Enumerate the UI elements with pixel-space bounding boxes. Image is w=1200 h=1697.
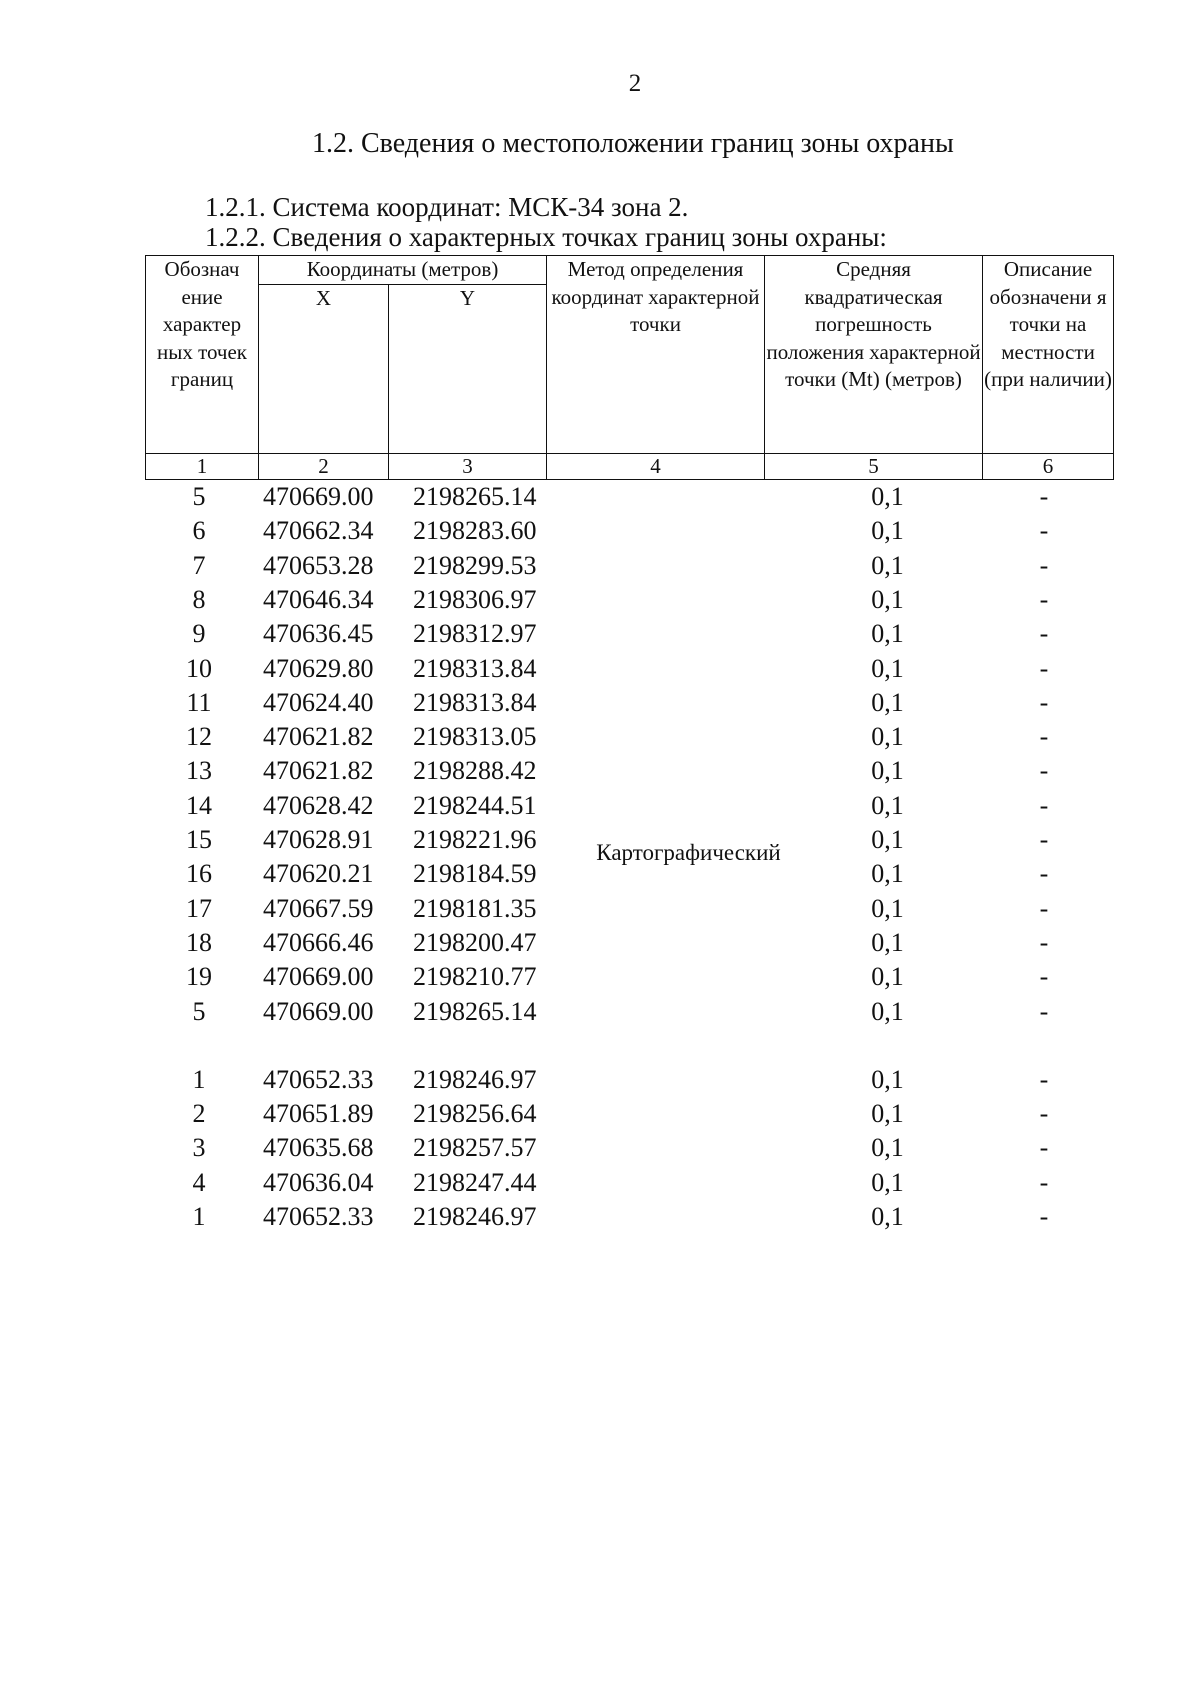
table-row <box>145 754 1113 788</box>
description-value: - <box>1039 1064 1049 1094</box>
y-coordinate: 2198221.96 <box>413 825 537 854</box>
point-number: 3 <box>192 1133 206 1163</box>
table-row <box>145 480 1113 514</box>
x-coordinate: 470628.91 <box>263 825 374 854</box>
description-value: - <box>1039 790 1049 820</box>
column-number: 6 <box>983 453 1114 479</box>
description-value: - <box>1039 756 1049 786</box>
y-coordinate: 2198312.97 <box>413 619 537 649</box>
mean-error-value: 0,1 <box>871 550 904 580</box>
x-coordinate: 470646.34 <box>263 584 374 614</box>
column-number: 1 <box>146 453 259 479</box>
mean-error-value: 0,1 <box>871 962 904 992</box>
description-value: - <box>1039 859 1049 889</box>
column-number: 4 <box>547 453 765 479</box>
table-row <box>145 995 1113 1029</box>
mean-error-value: 0,1 <box>871 584 904 614</box>
table-row <box>145 1200 1113 1234</box>
page-number: 2 <box>628 70 642 97</box>
point-number: 8 <box>192 584 206 614</box>
table-row <box>145 514 1113 548</box>
point-number: 11 <box>186 687 212 717</box>
table-row <box>145 960 1113 994</box>
mean-error-value: 0,1 <box>871 619 904 649</box>
x-coordinate: 470669.00 <box>263 482 374 511</box>
point-number: 1 <box>192 1064 206 1094</box>
header-method: Метод определения координат характерной точки <box>547 256 765 454</box>
point-number: 2 <box>192 1099 206 1129</box>
description-value: - <box>1039 1099 1049 1129</box>
y-coordinate: 2198257.57 <box>413 1133 537 1163</box>
x-coordinate: 470635.68 <box>263 1133 374 1163</box>
coordinate-system-heading: 1.2.1. Система координат: МСК-34 зона 2. <box>205 192 689 222</box>
table-row <box>145 892 1113 926</box>
header-description: Описание обозначени я точки на местности (при наличии) <box>983 256 1114 454</box>
header-coordinates: Координаты (метров) <box>259 256 547 285</box>
mean-error-value: 0,1 <box>871 927 904 957</box>
table-row <box>145 857 1113 891</box>
column-number: 3 <box>389 453 547 479</box>
x-coordinate: 470652.33 <box>263 1202 374 1231</box>
y-coordinate: 2198313.84 <box>413 687 537 717</box>
description-value: - <box>1039 619 1049 649</box>
y-coordinate: 2198210.77 <box>413 962 537 992</box>
point-number: 14 <box>186 790 212 820</box>
point-number: 15 <box>186 825 212 854</box>
mean-error-value: 0,1 <box>871 859 904 889</box>
description-value: - <box>1039 687 1049 717</box>
description-value: - <box>1039 927 1049 957</box>
point-number: 12 <box>186 722 212 752</box>
boundary-points-heading: 1.2.2. Сведения о характерных точках границ зоны охраны: <box>205 222 887 252</box>
table-body <box>145 480 1113 1250</box>
x-coordinate: 470628.42 <box>263 790 374 820</box>
mean-error-value: 0,1 <box>871 1202 904 1231</box>
table-row <box>145 789 1113 823</box>
y-coordinate: 2198288.42 <box>413 756 537 786</box>
mean-error-value: 0,1 <box>871 653 904 683</box>
y-coordinate: 2198299.53 <box>413 550 537 580</box>
table-row <box>145 1063 1113 1097</box>
y-coordinate: 2198246.97 <box>413 1064 537 1094</box>
y-coordinate: 2198247.44 <box>413 1167 537 1197</box>
mean-error-value: 0,1 <box>871 825 904 854</box>
point-number: 16 <box>186 859 212 889</box>
mean-error-value: 0,1 <box>871 996 904 1026</box>
header-y: Y <box>389 284 547 453</box>
mean-error-value: 0,1 <box>871 1099 904 1129</box>
table-row <box>145 617 1113 651</box>
method-value: Картографический <box>596 840 781 865</box>
x-coordinate: 470621.82 <box>263 756 374 786</box>
table-row <box>145 1097 1113 1131</box>
mean-error-value: 0,1 <box>871 722 904 752</box>
table-row <box>145 686 1113 720</box>
description-value: - <box>1039 893 1049 923</box>
point-number: 17 <box>186 893 212 923</box>
description-value: - <box>1039 653 1049 683</box>
point-number: 4 <box>192 1167 206 1197</box>
point-number: 19 <box>186 962 212 992</box>
point-number: 5 <box>192 996 206 1026</box>
table-row <box>145 926 1113 960</box>
description-value: - <box>1039 584 1049 614</box>
x-coordinate: 470662.34 <box>263 516 374 546</box>
description-value: - <box>1039 1167 1049 1197</box>
x-coordinate: 470669.00 <box>263 962 374 992</box>
mean-error-value: 0,1 <box>871 516 904 546</box>
description-value: - <box>1039 996 1049 1026</box>
header-x: X <box>259 284 389 453</box>
description-value: - <box>1039 1202 1049 1231</box>
mean-error-value: 0,1 <box>871 482 904 511</box>
x-coordinate: 470624.40 <box>263 687 374 717</box>
table-row <box>145 652 1113 686</box>
x-coordinate: 470666.46 <box>263 927 374 957</box>
y-coordinate: 2198306.97 <box>413 584 537 614</box>
point-number: 10 <box>186 653 212 683</box>
section-title: 1.2. Сведения о местоположении границ зоны охраны <box>312 128 954 159</box>
y-coordinate: 2198313.84 <box>413 653 537 683</box>
y-coordinate: 2198200.47 <box>413 927 537 957</box>
mean-error-value: 0,1 <box>871 1064 904 1094</box>
y-coordinate: 2198244.51 <box>413 790 537 820</box>
table-row <box>145 583 1113 617</box>
table-header <box>145 255 1114 480</box>
point-number: 13 <box>186 756 212 786</box>
point-number: 9 <box>192 619 206 649</box>
point-number: 18 <box>186 927 212 957</box>
x-coordinate: 470651.89 <box>263 1099 374 1129</box>
mean-error-value: 0,1 <box>871 1133 904 1163</box>
description-value: - <box>1039 722 1049 752</box>
description-value: - <box>1039 550 1049 580</box>
description-value: - <box>1039 482 1049 511</box>
header-mean-error: Средняя квадратическая погрешность положения характерной точки (Mt) (метров) <box>765 256 983 454</box>
description-value: - <box>1039 1133 1049 1163</box>
column-number: 2 <box>259 453 389 479</box>
point-number: 1 <box>192 1202 206 1231</box>
x-coordinate: 470667.59 <box>263 893 374 923</box>
y-coordinate: 2198246.97 <box>413 1202 537 1231</box>
mean-error-value: 0,1 <box>871 1167 904 1197</box>
y-coordinate: 2198313.05 <box>413 722 537 752</box>
x-coordinate: 470620.21 <box>263 859 374 889</box>
point-number: 6 <box>192 516 206 546</box>
x-coordinate: 470652.33 <box>263 1064 374 1094</box>
description-value: - <box>1039 825 1049 854</box>
table-row <box>145 1131 1113 1165</box>
x-coordinate: 470636.45 <box>263 619 374 649</box>
mean-error-value: 0,1 <box>871 893 904 923</box>
table-row <box>145 1166 1113 1200</box>
x-coordinate: 470669.00 <box>263 996 374 1026</box>
x-coordinate: 470629.80 <box>263 653 374 683</box>
y-coordinate: 2198265.14 <box>413 996 537 1026</box>
column-number: 5 <box>765 453 983 479</box>
mean-error-value: 0,1 <box>871 790 904 820</box>
table-row <box>145 720 1113 754</box>
x-coordinate: 470636.04 <box>263 1167 374 1197</box>
y-coordinate: 2198181.35 <box>413 893 537 923</box>
mean-error-value: 0,1 <box>871 756 904 786</box>
x-coordinate: 470621.82 <box>263 722 374 752</box>
table-row <box>145 823 1113 857</box>
description-value: - <box>1039 516 1049 546</box>
x-coordinate: 470653.28 <box>263 550 374 580</box>
table-row <box>145 549 1113 583</box>
y-coordinate: 2198184.59 <box>413 859 537 889</box>
mean-error-value: 0,1 <box>871 687 904 717</box>
point-number: 5 <box>192 482 206 511</box>
y-coordinate: 2198283.60 <box>413 516 537 546</box>
point-number: 7 <box>192 550 206 580</box>
header-point-designation: Обознач ение характер ных точек границ <box>146 256 259 454</box>
y-coordinate: 2198265.14 <box>413 482 537 511</box>
y-coordinate: 2198256.64 <box>413 1099 537 1129</box>
description-value: - <box>1039 962 1049 992</box>
